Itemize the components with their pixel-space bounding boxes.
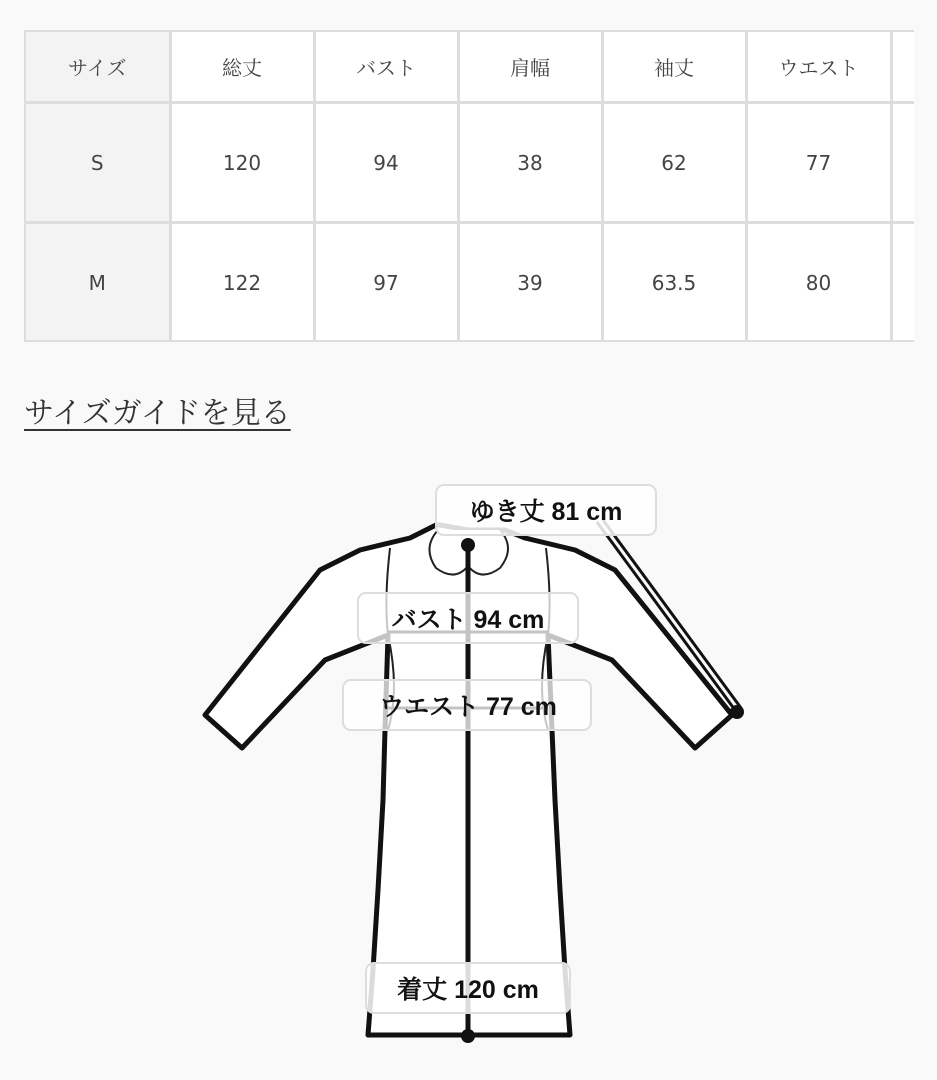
cell-extra xyxy=(891,103,914,223)
sleeve-end-dot xyxy=(730,705,744,719)
bust-label: バスト 94 cm xyxy=(391,606,545,634)
waist-label-box xyxy=(343,680,591,730)
table-row xyxy=(26,223,914,342)
table-row xyxy=(26,103,914,223)
cell-total-length: 122 xyxy=(170,223,314,342)
length-top-dot xyxy=(461,538,475,552)
length-bottom-dot xyxy=(461,1029,475,1043)
row-size: S xyxy=(26,103,170,223)
cell-bust: 97 xyxy=(314,223,458,342)
length-label: 着丈 120 cm xyxy=(397,976,539,1004)
header-waist: ウエスト xyxy=(746,32,891,103)
bust-label-box xyxy=(358,593,578,643)
header-bust: バスト xyxy=(314,32,458,103)
header-size: サイズ xyxy=(26,32,170,103)
size-table-container[interactable] xyxy=(24,30,914,342)
dress-outline-drawing xyxy=(0,470,937,1070)
garment-diagram xyxy=(0,470,937,1070)
length-label-box xyxy=(366,963,570,1013)
sleeve-label-box xyxy=(436,485,656,535)
waist-label: ウエスト 77 cm xyxy=(379,693,557,721)
size-guide-link[interactable]: サイズガイドを見る xyxy=(24,396,291,431)
header-sleeve-length: 袖丈 xyxy=(602,32,746,103)
header-extra xyxy=(891,32,914,103)
header-shoulder-width: 肩幅 xyxy=(458,32,602,103)
cell-sleeve-length: 62 xyxy=(602,103,746,223)
cell-extra xyxy=(891,223,914,342)
size-table xyxy=(26,32,914,341)
sleeve-label: ゆき丈 81 cm xyxy=(469,498,623,526)
cell-bust: 94 xyxy=(314,103,458,223)
cell-waist: 77 xyxy=(746,103,891,223)
table-header-row xyxy=(26,32,914,103)
cell-total-length: 120 xyxy=(170,103,314,223)
header-total-length: 総丈 xyxy=(170,32,314,103)
cell-shoulder-width: 38 xyxy=(458,103,602,223)
cell-shoulder-width: 39 xyxy=(458,223,602,342)
row-size: M xyxy=(26,223,170,342)
cell-sleeve-length: 63.5 xyxy=(602,223,746,342)
cell-waist: 80 xyxy=(746,223,891,342)
